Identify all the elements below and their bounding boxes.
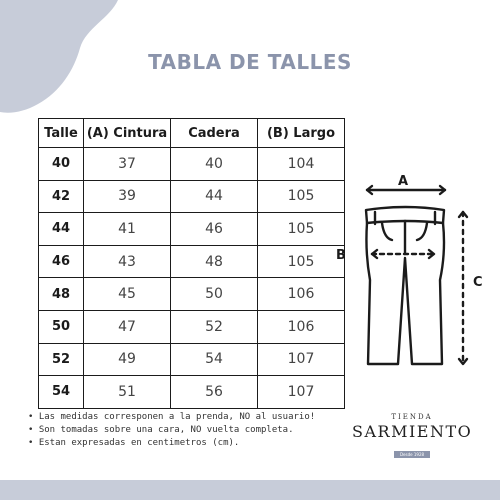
- label-b: B: [336, 248, 346, 263]
- table-row: [39, 213, 345, 246]
- cell-largo: 106: [258, 310, 345, 343]
- table-row: [39, 310, 345, 343]
- bottom-band: [0, 480, 500, 500]
- cell-talle: 42: [39, 180, 84, 213]
- header-largo: (B) Largo: [258, 119, 345, 148]
- header-talle: Talle: [39, 119, 84, 148]
- table-row: [39, 376, 345, 409]
- cell-talle: 52: [39, 343, 84, 376]
- cell-talle: 50: [39, 310, 84, 343]
- cell-talle: 46: [39, 245, 84, 278]
- label-c: C: [473, 275, 483, 290]
- cell-cadera: 40: [171, 148, 258, 181]
- cell-cintura: 51: [84, 376, 171, 409]
- header-cintura: (A) Cintura: [84, 119, 171, 148]
- label-a: A: [398, 174, 409, 189]
- cell-cintura: 49: [84, 343, 171, 376]
- cell-cintura: 41: [84, 213, 171, 246]
- note-item: • Son tomadas sobre una cara, NO vuelta completa.: [28, 425, 294, 435]
- table-row: [39, 245, 345, 278]
- cell-cintura: 39: [84, 180, 171, 213]
- brand-tag: Desde 1928: [394, 451, 430, 458]
- cell-largo: 105: [258, 245, 345, 278]
- cell-largo: 104: [258, 148, 345, 181]
- page-title: TABLA DE TALLES: [148, 50, 352, 74]
- cell-cadera: 52: [171, 310, 258, 343]
- note-item: • Estan expresadas en centimetros (cm).: [28, 438, 240, 448]
- cell-cadera: 56: [171, 376, 258, 409]
- cell-largo: 106: [258, 278, 345, 311]
- pants-diagram: [330, 168, 483, 378]
- table-row: [39, 343, 345, 376]
- table-row: [39, 148, 345, 181]
- cell-largo: 105: [258, 213, 345, 246]
- cell-cadera: 46: [171, 213, 258, 246]
- brand-name: SARMIENTO: [352, 422, 473, 441]
- table-header-row: [39, 119, 345, 148]
- cell-largo: 105: [258, 180, 345, 213]
- table-row: [39, 278, 345, 311]
- cell-talle: 40: [39, 148, 84, 181]
- cell-largo: 107: [258, 376, 345, 409]
- cell-cintura: 37: [84, 148, 171, 181]
- cell-cadera: 50: [171, 278, 258, 311]
- cell-talle: 44: [39, 213, 84, 246]
- table-row: [39, 180, 345, 213]
- cell-cadera: 44: [171, 180, 258, 213]
- cell-talle: 48: [39, 278, 84, 311]
- pants-outline: [366, 207, 444, 364]
- cell-talle: 54: [39, 376, 84, 409]
- size-table: [38, 118, 345, 409]
- cell-cadera: 48: [171, 245, 258, 278]
- cell-cintura: 43: [84, 245, 171, 278]
- cell-largo: 107: [258, 343, 345, 376]
- note-item: • Las medidas corresponen a la prenda, NO al usuario!: [28, 412, 316, 422]
- brand-top: TIENDA: [391, 413, 433, 421]
- notes-list: [28, 411, 315, 450]
- cell-cintura: 47: [84, 310, 171, 343]
- header-cadera: Cadera: [171, 119, 258, 148]
- cell-cadera: 54: [171, 343, 258, 376]
- brand-logo: [352, 413, 472, 460]
- cell-cintura: 45: [84, 278, 171, 311]
